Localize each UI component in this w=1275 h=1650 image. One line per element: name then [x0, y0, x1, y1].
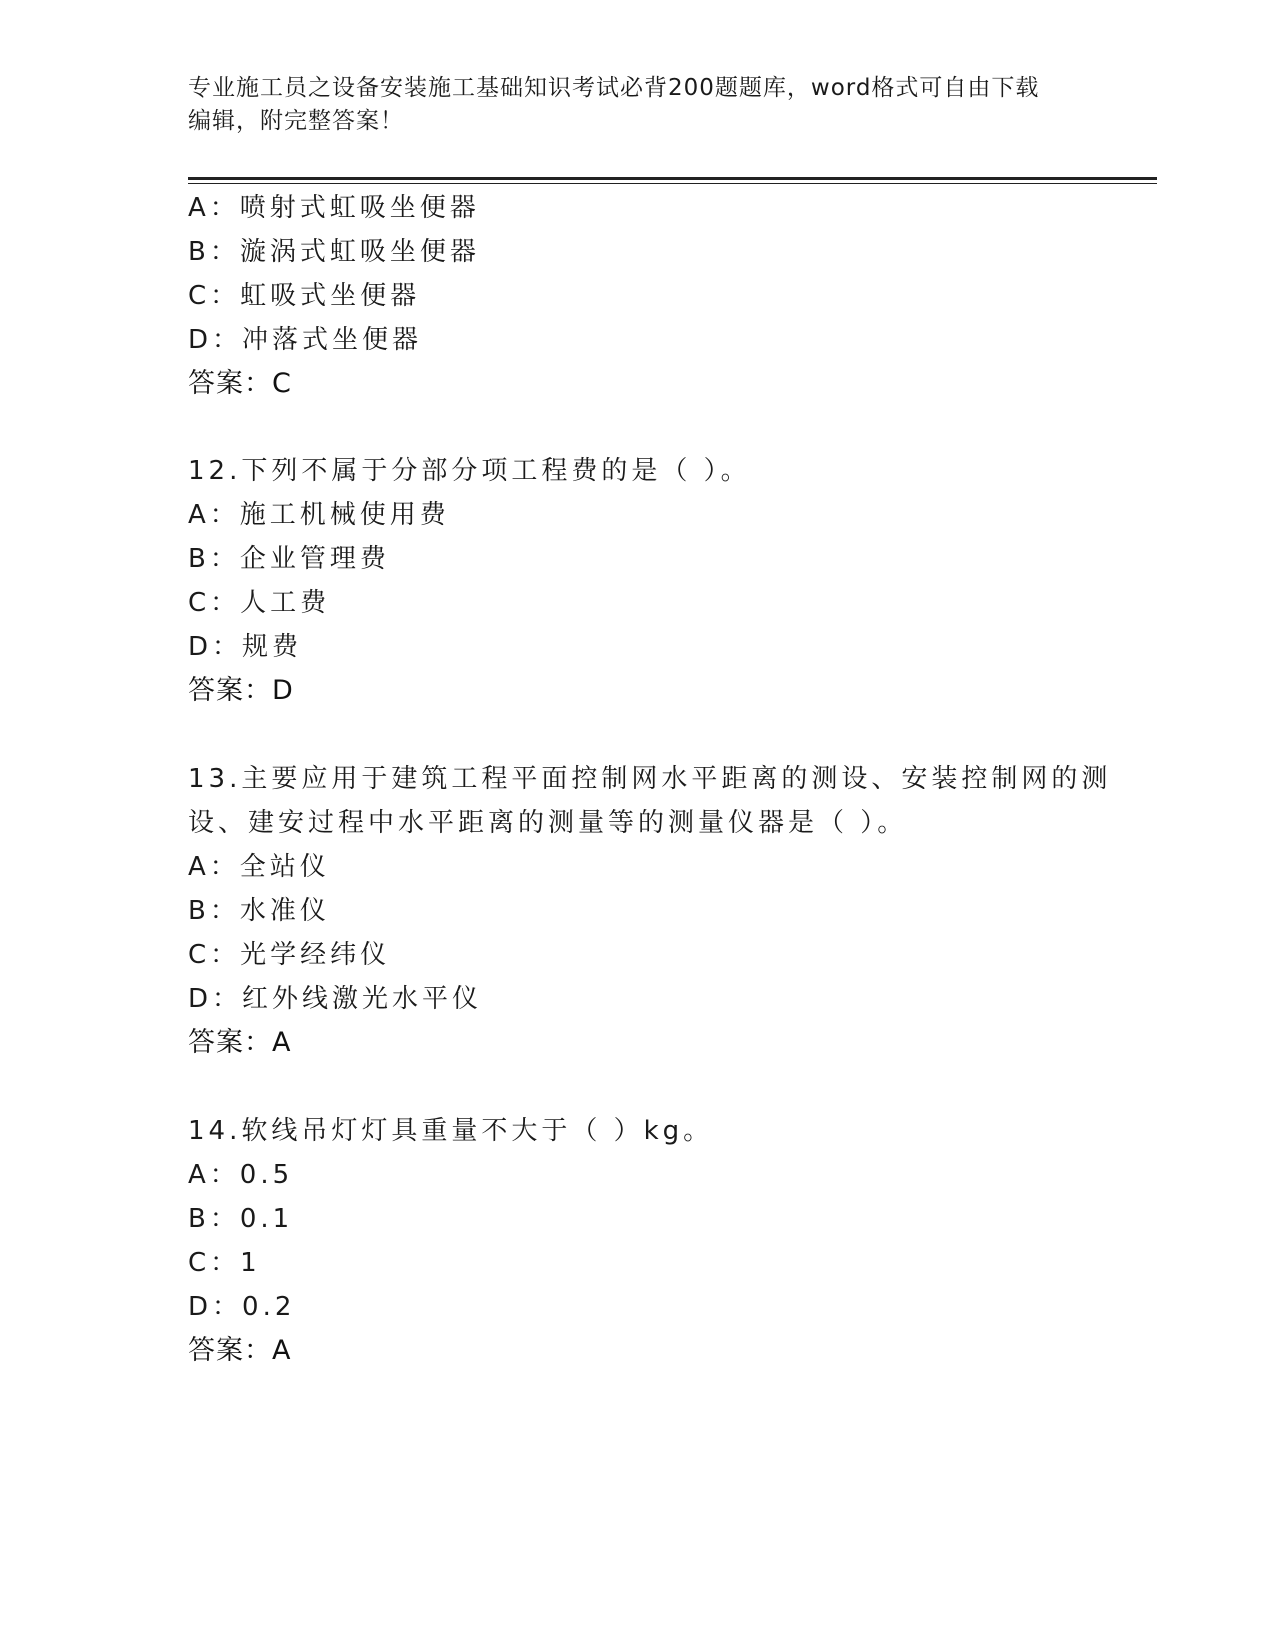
- q14-answer: [188, 1333, 291, 1369]
- q14-option-b: B：0.1: [188, 1204, 294, 1234]
- q13-option-d: D：红外线激光水平仪: [188, 984, 483, 1014]
- q12-option-a: A：施工机械使用费: [188, 500, 450, 530]
- answer-label: 答案：: [188, 675, 272, 706]
- header-line-1: 专业施工员之设备安装施工基础知识考试必背200题题库，word格式可自由下载: [188, 75, 1040, 101]
- answer-value: A: [272, 1027, 292, 1058]
- q13-option-b: B：水准仪: [188, 896, 330, 926]
- header-divider-thick: [188, 177, 1157, 180]
- document-header: [188, 72, 1088, 138]
- q11-option-d: D：冲落式坐便器: [188, 325, 423, 355]
- header-line-2: 编辑，附完整答案！: [188, 108, 404, 134]
- answer-value: A: [272, 1335, 292, 1366]
- answer-label: 答案：: [188, 368, 272, 399]
- q11-option-c: C：虹吸式坐便器: [188, 281, 421, 311]
- q13-option-a: A：全站仪: [188, 852, 330, 882]
- answer-label: 答案：: [188, 1027, 272, 1058]
- q13-option-c: C：光学经纬仪: [188, 940, 391, 970]
- q12-answer: [188, 673, 294, 709]
- q11-option-a: A：喷射式虹吸坐便器: [188, 193, 480, 223]
- q12-option-c: C：人工费: [188, 588, 331, 618]
- q13-question-line-2: 设、建安过程中水平距离的测量等的测量仪器是（ ）。: [188, 808, 908, 838]
- answer-value: D: [272, 675, 294, 706]
- q14-question: 14.软线吊灯灯具重量不大于（ ）kg。: [188, 1116, 714, 1146]
- answer-value: C: [272, 368, 292, 399]
- q14-option-c: C：1: [188, 1248, 261, 1278]
- q11-option-b: B：漩涡式虹吸坐便器: [188, 237, 480, 267]
- header-divider-thin: [188, 183, 1157, 184]
- q14-option-a: A：0.5: [188, 1160, 294, 1190]
- q11-answer: [188, 366, 292, 402]
- q12-question: 12.下列不属于分部分项工程费的是（ ）。: [188, 456, 751, 486]
- answer-label: 答案：: [188, 1335, 272, 1366]
- q14-option-d: D：0.2: [188, 1292, 296, 1322]
- q13-answer: [188, 1025, 291, 1061]
- q12-option-b: B：企业管理费: [188, 544, 390, 574]
- q13-question-line-1: 13.主要应用于建筑工程平面控制网水平距离的测设、安装控制网的测: [188, 764, 1112, 794]
- q12-option-d: D：规费: [188, 632, 303, 662]
